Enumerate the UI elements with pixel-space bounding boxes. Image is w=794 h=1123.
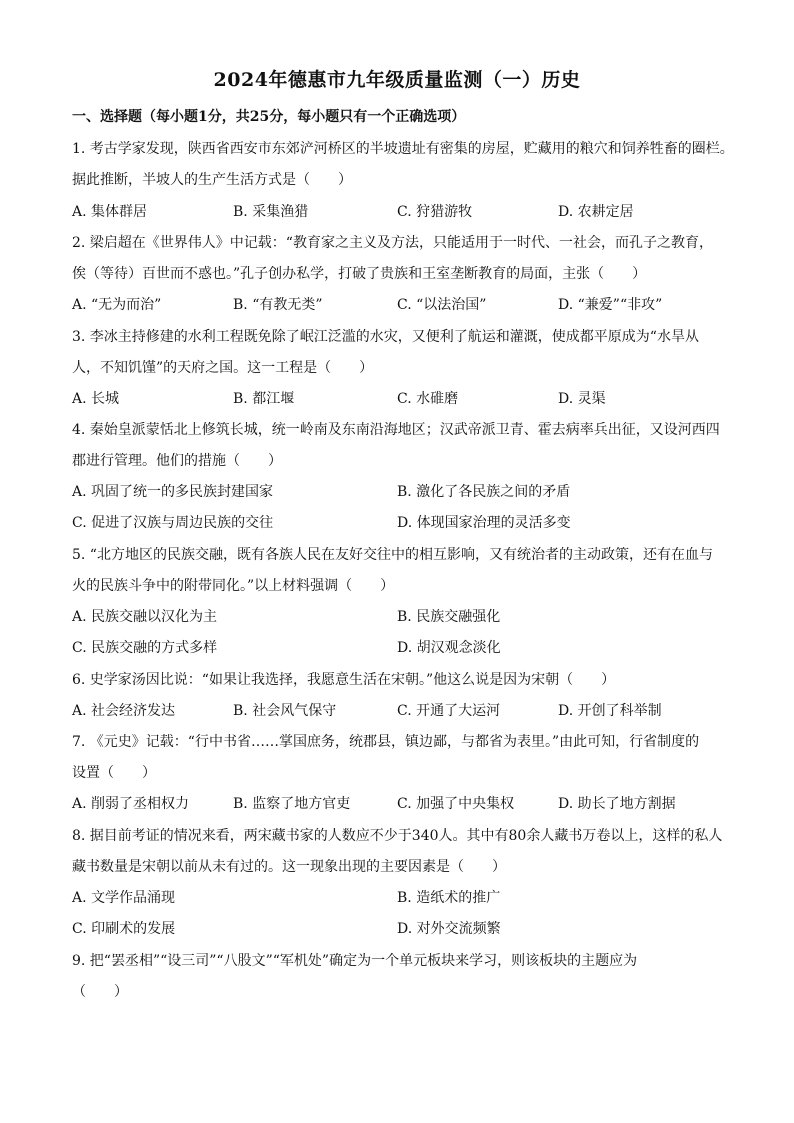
question-8-option-d: D. 对外交流频繁 bbox=[397, 921, 501, 937]
question-7-line-1: 7. 《元史》记载：“行中书省……掌国庶务，统郡县，镇边鄙，与都省为表里。”由此可知，行省制度的 bbox=[72, 734, 700, 750]
question-6-line-1: 6. 史学家汤因比说：“如果让我选择，我愿意生活在宋朝。”他这么说是因为宋朝（ ） bbox=[72, 672, 616, 688]
question-5-line-1: 5. “北方地区的民族交融，既有各族人民在友好交往中的相互影响，又有统治者的主动政策，还有在血与 bbox=[72, 547, 713, 563]
question-7-option-b: B. 监察了地方官吏 bbox=[233, 796, 351, 812]
section-heading: 一、选择题（每小题1分，共25分，每小题只有一个正确选项） bbox=[72, 109, 466, 125]
question-1-line-2: 据此推断，半坡人的生产生活方式是（ ） bbox=[72, 172, 352, 188]
question-1-option-b: B. 采集渔猎 bbox=[233, 204, 309, 220]
question-3-line-2: 人，不知饥馑”的天府之国。这一工程是（ ） bbox=[72, 360, 374, 376]
question-5-option-c: C. 民族交融的方式多样 bbox=[72, 640, 218, 656]
question-8-option-a: A. 文学作品涌现 bbox=[72, 890, 176, 906]
question-2-line-2: 俟（等待）百世而不惑也。”孔子创办私学，打破了贵族和王室垄断教育的局面，主张（ ） bbox=[72, 266, 647, 282]
question-4-option-a: A. 巩固了统一的多民族封建国家 bbox=[72, 484, 274, 500]
question-7-option-d: D. 助长了地方割据 bbox=[558, 796, 676, 812]
question-4-option-d: D. 体现国家治理的灵活多变 bbox=[397, 515, 571, 531]
question-1-line-1: 1. 考古学家发现，陕西省西安市东郊浐河桥区的半坡遗址有密集的房屋，贮藏用的粮穴和饲养牲畜的圈栏。 bbox=[72, 141, 734, 157]
question-4-option-b: B. 激化了各民族之间的矛盾 bbox=[397, 484, 571, 500]
page-title: 2024年德惠市九年级质量监测（一）历史 bbox=[213, 69, 581, 91]
question-5-option-a: A. 民族交融以汉化为主 bbox=[72, 609, 218, 625]
question-5-line-2: 火的民族斗争中的附带同化。”以上材料强调（ ） bbox=[72, 578, 395, 594]
question-6-option-d: D. 开创了科举制 bbox=[558, 703, 662, 719]
question-1-option-d: D. 农耕定居 bbox=[558, 204, 634, 220]
question-8-option-b: B. 造纸术的推广 bbox=[397, 890, 501, 906]
question-4-option-c: C. 促进了汉族与周边民族的交往 bbox=[72, 515, 274, 531]
question-6-option-b: B. 社会风气保守 bbox=[233, 703, 337, 719]
question-2-option-c: C. “以法治国” bbox=[397, 297, 487, 313]
question-8-option-c: C. 印刷术的发展 bbox=[72, 921, 176, 937]
question-7-line-2: 设置（ ） bbox=[72, 765, 156, 781]
question-6-option-c: C. 开通了大运河 bbox=[397, 703, 501, 719]
question-2-option-d: D. “兼爱”“非攻” bbox=[558, 297, 663, 313]
question-6-option-a: A. 社会经济发达 bbox=[72, 703, 176, 719]
question-2-option-b: B. “有教无类” bbox=[233, 297, 323, 313]
question-3-option-d: D. 灵渠 bbox=[558, 391, 606, 407]
question-2-line-1: 2. 梁启超在《世界伟人》中记载：“教育家之主义及方法，只能适用于一时代、一社会，而孔子之教育， bbox=[72, 235, 713, 251]
question-8-line-2: 藏书数量是宋朝以前从未有过的。这一现象出现的主要因素是（ ） bbox=[72, 859, 506, 875]
question-3-option-c: C. 水碓磨 bbox=[397, 391, 459, 407]
question-7-option-c: C. 加强了中央集权 bbox=[397, 796, 515, 812]
question-4-line-2: 郡进行管理。他们的措施（ ） bbox=[72, 453, 282, 469]
question-9-line-2: （ ） bbox=[72, 984, 128, 1000]
question-7-option-a: A. 削弱了丞相权力 bbox=[72, 796, 190, 812]
question-3-option-b: B. 都江堰 bbox=[233, 391, 295, 407]
question-2-option-a: A. “无为而治” bbox=[72, 297, 162, 313]
question-5-option-d: D. 胡汉观念淡化 bbox=[397, 640, 501, 656]
question-4-line-1: 4. 秦始皇派蒙恬北上修筑长城，统一岭南及东南沿海地区；汉武帝派卫青、霍去病率兵出征，又设河西四 bbox=[72, 422, 720, 438]
question-5-option-b: B. 民族交融强化 bbox=[397, 609, 501, 625]
question-3-option-a: A. 长城 bbox=[72, 391, 120, 407]
question-1-option-a: A. 集体群居 bbox=[72, 204, 148, 220]
question-9-line-1: 9. 把“罢丞相”“设三司”“八股文”“军机处”确定为一个单元板块来学习，则该板块的主题应为 bbox=[72, 953, 638, 969]
question-1-option-c: C. 狩猎游牧 bbox=[397, 204, 473, 220]
question-8-line-1: 8. 据目前考证的情况来看，两宋藏书家的人数应不少于340人。其中有80余人藏书万卷以上，这样的私人 bbox=[72, 828, 723, 844]
question-3-line-1: 3. 李冰主持修建的水利工程既免除了岷江泛滥的水灾，又便利了航运和灌溉，使成都平原成为“水旱从 bbox=[72, 329, 699, 345]
